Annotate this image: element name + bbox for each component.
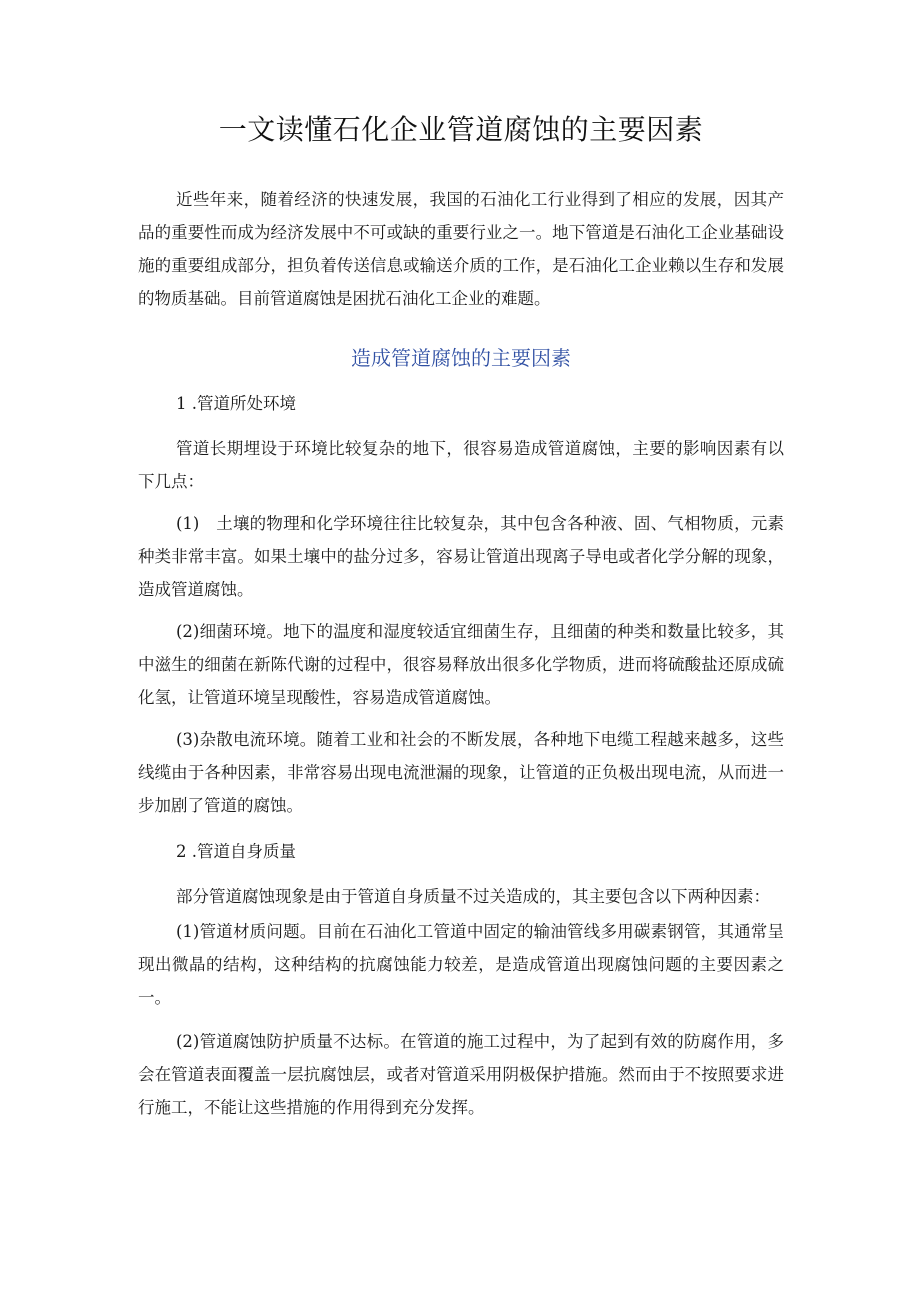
section2-heading: 2 .管道自身质量 xyxy=(176,842,296,861)
section2-item1-paragraph: (1)管道材质问题。目前在石油化工管道中固定的输油管线多用碳素钢管，其通常呈现出微晶的结构，这种结构的抗腐蚀能力较差，是造成管道出现腐蚀问题的主要因素之一。 xyxy=(138,922,784,1007)
section1-item1-paragraph: (1) 土壤的物理和化学环境往往比较复杂，其中包含各种液、固、气相物质，元素种类非常丰富。如果土壤中的盐分过多，容易让管道出现离子导电或者化学分解的现象，造成管道腐蚀。 xyxy=(138,514,784,599)
section1-item3-paragraph: (3)杂散电流环境。随着工业和社会的不断发展，各种地下电缆工程越来越多，这些线缆由于各种因素，非常容易出现电流泄漏的现象，让管道的正负极出现电流，从而进一步加剧了管道的腐蚀。 xyxy=(138,730,784,815)
section-heading: 造成管道腐蚀的主要因素 xyxy=(351,346,571,370)
section2-item2-paragraph: (2)管道腐蚀防护质量不达标。在管道的施工过程中，为了起到有效的防腐作用，多会在管道表面覆盖一层抗腐蚀层，或者对管道采用阴极保护措施。然而由于不按照要求进行施工，不能让这些措施的作用得到充分发挥。 xyxy=(138,1032,784,1117)
section1-heading: 1 .管道所处环境 xyxy=(176,394,296,413)
section2-lead-paragraph: 部分管道腐蚀现象是由于管道自身质量不过关造成的，其主要包含以下两种因素： xyxy=(176,887,770,906)
section1-item2-paragraph: (2)细菌环境。地下的温度和湿度较适宜细菌生存，且细菌的种类和数量比较多，其中滋生的细菌在新陈代谢的过程中，很容易释放出很多化学物质，进而将硫酸盐还原成硫化氢，让管道环境呈现酸性，容易造成管道腐蚀。 xyxy=(138,622,784,707)
document-title: 一文读懂石化企业管道腐蚀的主要因素 xyxy=(218,113,704,146)
section1-lead-paragraph: 管道长期埋设于环境比较复杂的地下，很容易造成管道腐蚀，主要的影响因素有以下几点： xyxy=(138,439,784,491)
intro-paragraph: 近些年来，随着经济的快速发展，我国的石油化工行业得到了相应的发展，因其产品的重要性而成为经济发展中不可或缺的重要行业之一。地下管道是石油化工企业基础设施的重要组成部分，担负着传送信息或输送介质的工作，是石油化工企业赖以生存和发展的物质基础。目前管道腐蚀是困扰石油化工企业的难题。 xyxy=(138,190,784,308)
